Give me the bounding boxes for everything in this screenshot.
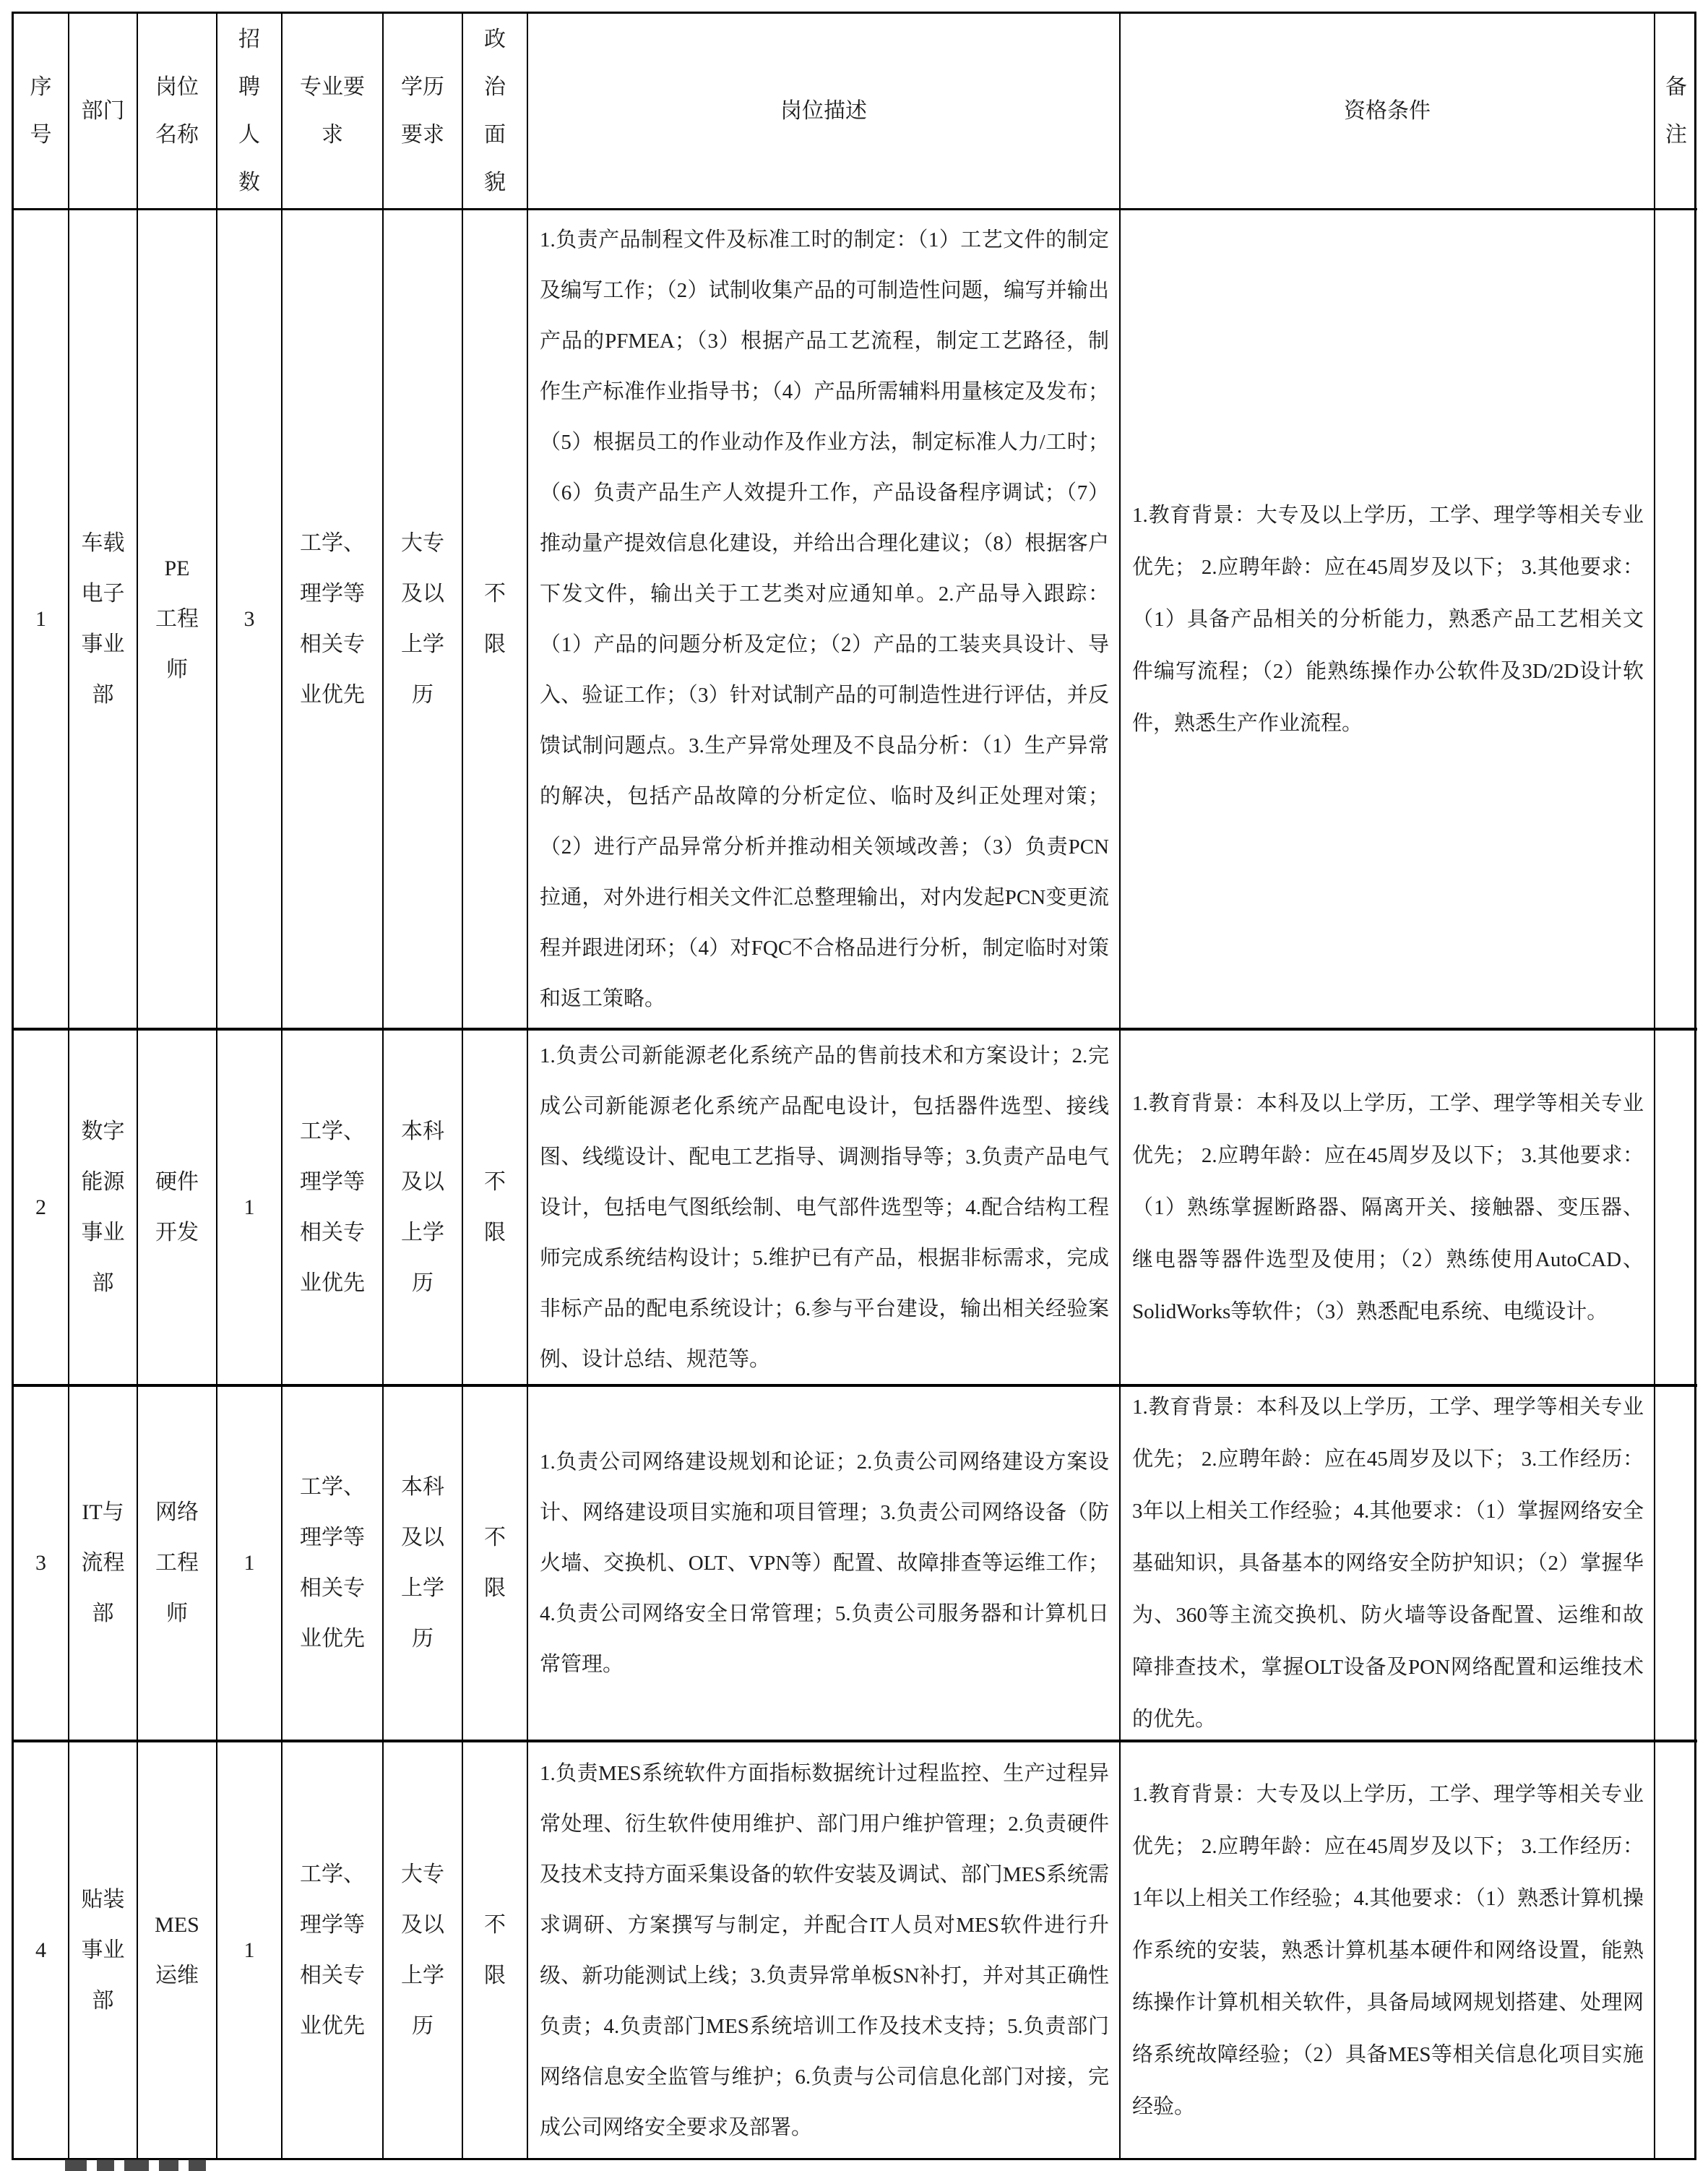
- row3-count-value: 1: [243, 1551, 255, 1575]
- row2-edu-value: 本科及以上学历: [401, 1119, 444, 1295]
- table-row-3-major: [282, 1387, 384, 1742]
- table-row-2-description: [528, 1031, 1121, 1387]
- row3-seq-value: 3: [35, 1551, 46, 1575]
- table-row-3-edu: [384, 1387, 463, 1742]
- row2-dept-value: 数字能源事业部: [81, 1119, 125, 1295]
- header-note-label: 备注: [1665, 74, 1687, 147]
- header-political: [463, 14, 528, 210]
- table-row-1-qualification: [1121, 210, 1655, 1031]
- row1-edu-value: 大专及以上学历: [401, 530, 444, 707]
- header-seq-label: 序号: [30, 74, 52, 147]
- table-row-2-title: [138, 1031, 217, 1387]
- table-row-3-dept: [69, 1387, 138, 1742]
- table-row-1-major: [282, 210, 384, 1031]
- row4-title-value: MES运维: [155, 1912, 199, 1987]
- table-row-2-count: [217, 1031, 282, 1387]
- header-title-label: 岗位名称: [155, 74, 199, 147]
- header-edu-label: 学历要求: [401, 74, 444, 147]
- header-qualification: [1121, 14, 1655, 210]
- header-note: [1655, 14, 1697, 210]
- row4-description-text: 1.负责MES系统软件方面指标数据统计过程监控、生产过程异常处理、衍生软件使用维护、部门用户维护管理；2.负责硬件及技术支持方面采集设备的软件安装及调试、部门MES系统需求调研、方案撰写与制定，并配合IT人员对MES软件进行升级、新功能测试上线；3.负责异常单板SN补打，并对其正确性负责；4.负责部门MES系统培训工作及技术支持；5.负责部门网络信息安全监管与维护；6.负责与公司信息化部门对接，完成公司网络安全要求及部署。: [540, 1761, 1109, 2139]
- row3-description-text: 1.负责公司网络建设规划和论证；2.负责公司网络建设方案设计、网络建设项目实施和项目管理；3.负责公司网络设备（防火墙、交换机、OLT、VPN等）配置、故障排查等运维工作；4.负责公司网络安全日常管理；5.负责公司服务器和计算机日常管理。: [540, 1450, 1109, 1676]
- row3-political-value: 不限: [484, 1526, 506, 1600]
- table-row-4-dept: [69, 1742, 138, 2158]
- row1-count-value: 3: [243, 606, 255, 631]
- table-row-3-description: [528, 1387, 1121, 1742]
- table-row-2-edu: [384, 1031, 463, 1387]
- table-row-3-political: [463, 1387, 528, 1742]
- row2-seq-value: 2: [35, 1195, 46, 1219]
- row1-description-text: 1.负责产品制程文件及标准工时的制定：（1）工艺文件的制定及编写工作；（2）试制收集产品的可制造性问题，编写并输出产品的PFMEA；（3）根据产品工艺流程，制定工艺路径，制作生产标准作业指导书；（4）产品所需辅料用量核定及发布；（5）根据员工的作业动作及作业方法，制定标准人力/工时；（6）负责产品生产人效提升工作，产品设备程序调试；（7）推动量产提效信息化建设，并给出合理化建议；（8）根据客户下发文件，输出关于工艺类对应通知单。2.产品导入跟踪：（1）产品的问题分析及定位；（2）产品的工装夹具设计、导入、验证工作；（3）针对试制产品的可制造性进行评估，并反馈试制问题点。3.生产异常处理及不良品分析：（1）生产异常的解决，包括产品故障的分析定位、临时及纠正处理对策；（2）进行产品异常分析并推动相关领域改善；（3）负责PCN拉通，对外进行相关文件汇总整理输出，对内发起PCN变更流程并跟进闭环；（4）对FQC不合格品进行分析，制定临时对策和返工策略。: [540, 228, 1109, 1010]
- row1-qualification-text: 1.教育背景：大专及以上学历，工学、理学等相关专业优先； 2.应聘年龄：应在45周岁及以下； 3.其他要求：（1）具备产品相关的分析能力，熟悉产品工艺相关文件编写流程；（2）能熟练操作办公软件及3D/2D设计软件，熟悉生产作业流程。: [1132, 503, 1644, 735]
- header-dept: [69, 14, 138, 210]
- table-row-3-count: [217, 1387, 282, 1742]
- table-row-1-political: [463, 210, 528, 1031]
- row2-political-value: 不限: [484, 1169, 506, 1244]
- row2-description-text: 1.负责公司新能源老化系统产品的售前技术和方案设计；2.完成公司新能源老化系统产品配电设计，包括器件选型、接线图、线缆设计、配电工艺指导、调测指导等；3.负责产品电气设计，包括电气图纸绘制、电气部件选型等；4.配合结构工程师完成系统结构设计；5.维护已有产品，根据非标需求，完成非标产品的配电系统设计；6.参与平台建设，输出相关经验案例、设计总结、规范等。: [540, 1044, 1109, 1371]
- table-row-2-seq: [14, 1031, 69, 1387]
- row4-qualification-text: 1.教育背景：大专及以上学历，工学、理学等相关专业优先； 2.应聘年龄：应在45周岁及以下； 3.工作经历：1年以上相关工作经验；4.其他要求：（1）熟悉计算机操作系统的安装，熟悉计算机基本硬件和网络设置，能熟练操作计算机相关软件，具备局域网规划搭建、处理网络系统故障经验；（2）具备MES等相关信息化项目实施经验。: [1132, 1782, 1644, 2118]
- header-edu: [384, 14, 463, 210]
- table-row-1-seq: [14, 210, 69, 1031]
- table-row-1-count: [217, 210, 282, 1031]
- table-row-1-note: [1655, 210, 1697, 1031]
- row3-dept-value: IT与流程部: [81, 1500, 125, 1625]
- row1-political-value: 不限: [484, 581, 506, 656]
- row3-qualification-text: 1.教育背景：本科及以上学历，工学、理学等相关专业优先； 2.应聘年龄：应在45周岁及以下； 3.工作经历：3年以上相关工作经验；4.其他要求：（1）掌握网络安全基础知识，具备基本的网络安全防护知识；（2）掌握华为、360等主流交换机、防火墙等设备配置、运维和故障排查技术，掌握OLT设备及PON网络配置和运维技术的优先。: [1132, 1396, 1644, 1731]
- header-title: [138, 14, 217, 210]
- table-row-4-description: [528, 1742, 1121, 2158]
- clipped-bottom-text: [65, 2159, 303, 2171]
- row4-political-value: 不限: [484, 1912, 506, 1987]
- table-row-1-edu: [384, 210, 463, 1031]
- table-row-4-qualification: [1121, 1742, 1655, 2158]
- table-row-4-note: [1655, 1742, 1697, 2158]
- table-row-4-major: [282, 1742, 384, 2158]
- table-row-3-qualification: [1121, 1387, 1655, 1742]
- header-major: [282, 14, 384, 210]
- table-row-1-dept: [69, 210, 138, 1031]
- header-major-label: 专业要求: [300, 74, 365, 147]
- header-qualification-label: 资格条件: [1344, 98, 1431, 123]
- table-row-4-seq: [14, 1742, 69, 2158]
- table-row-3-title: [138, 1387, 217, 1742]
- row3-title-value: 网络工程师: [155, 1500, 199, 1625]
- table-row-2-note: [1655, 1031, 1697, 1387]
- row4-dept-value: 贴装事业部: [81, 1887, 125, 2013]
- row2-major-value: 工学、理学等相关专业优先: [300, 1119, 365, 1295]
- row1-title-value: PE工程师: [155, 556, 199, 682]
- row4-seq-value: 4: [35, 1938, 46, 1962]
- row4-count-value: 1: [243, 1938, 255, 1962]
- row1-dept-value: 车载电子事业部: [81, 530, 125, 707]
- header-description: [528, 14, 1121, 210]
- row1-seq-value: 1: [35, 606, 46, 631]
- row3-major-value: 工学、理学等相关专业优先: [300, 1475, 365, 1651]
- table-row-2-dept: [69, 1031, 138, 1387]
- row2-count-value: 1: [243, 1195, 255, 1219]
- row2-qualification-text: 1.教育背景：本科及以上学历，工学、理学等相关专业优先； 2.应聘年龄：应在45周岁及以下； 3.其他要求：（1）熟练掌握断路器、隔离开关、接触器、变压器、继电器等器件选型及使用；（2）熟练使用AutoCAD、SolidWorks等软件；（3）熟悉配电系统、电缆设计。: [1132, 1091, 1644, 1323]
- row4-edu-value: 大专及以上学历: [401, 1862, 444, 2038]
- header-dept-label: 部门: [81, 98, 125, 123]
- header-seq: [14, 14, 69, 210]
- header-description-label: 岗位描述: [780, 98, 867, 123]
- table-row-2-political: [463, 1031, 528, 1387]
- recruitment-table: [12, 12, 1696, 2160]
- table-row-1-description: [528, 210, 1121, 1031]
- table-row-1-title: [138, 210, 217, 1031]
- row3-edu-value: 本科及以上学历: [401, 1475, 444, 1651]
- header-count: [217, 14, 282, 210]
- header-count-label: 招聘人数: [238, 27, 260, 194]
- table-row-4-edu: [384, 1742, 463, 2158]
- table-row-4-count: [217, 1742, 282, 2158]
- header-political-label: 政治面貌: [484, 27, 506, 194]
- row2-title-value: 硬件开发: [155, 1169, 199, 1244]
- table-row-2-major: [282, 1031, 384, 1387]
- table-row-3-note: [1655, 1387, 1697, 1742]
- table-row-4-title: [138, 1742, 217, 2158]
- table-row-4-political: [463, 1742, 528, 2158]
- row1-major-value: 工学、理学等相关专业优先: [300, 530, 365, 707]
- table-row-2-qualification: [1121, 1031, 1655, 1387]
- row4-major-value: 工学、理学等相关专业优先: [300, 1862, 365, 2038]
- table-row-3-seq: [14, 1387, 69, 1742]
